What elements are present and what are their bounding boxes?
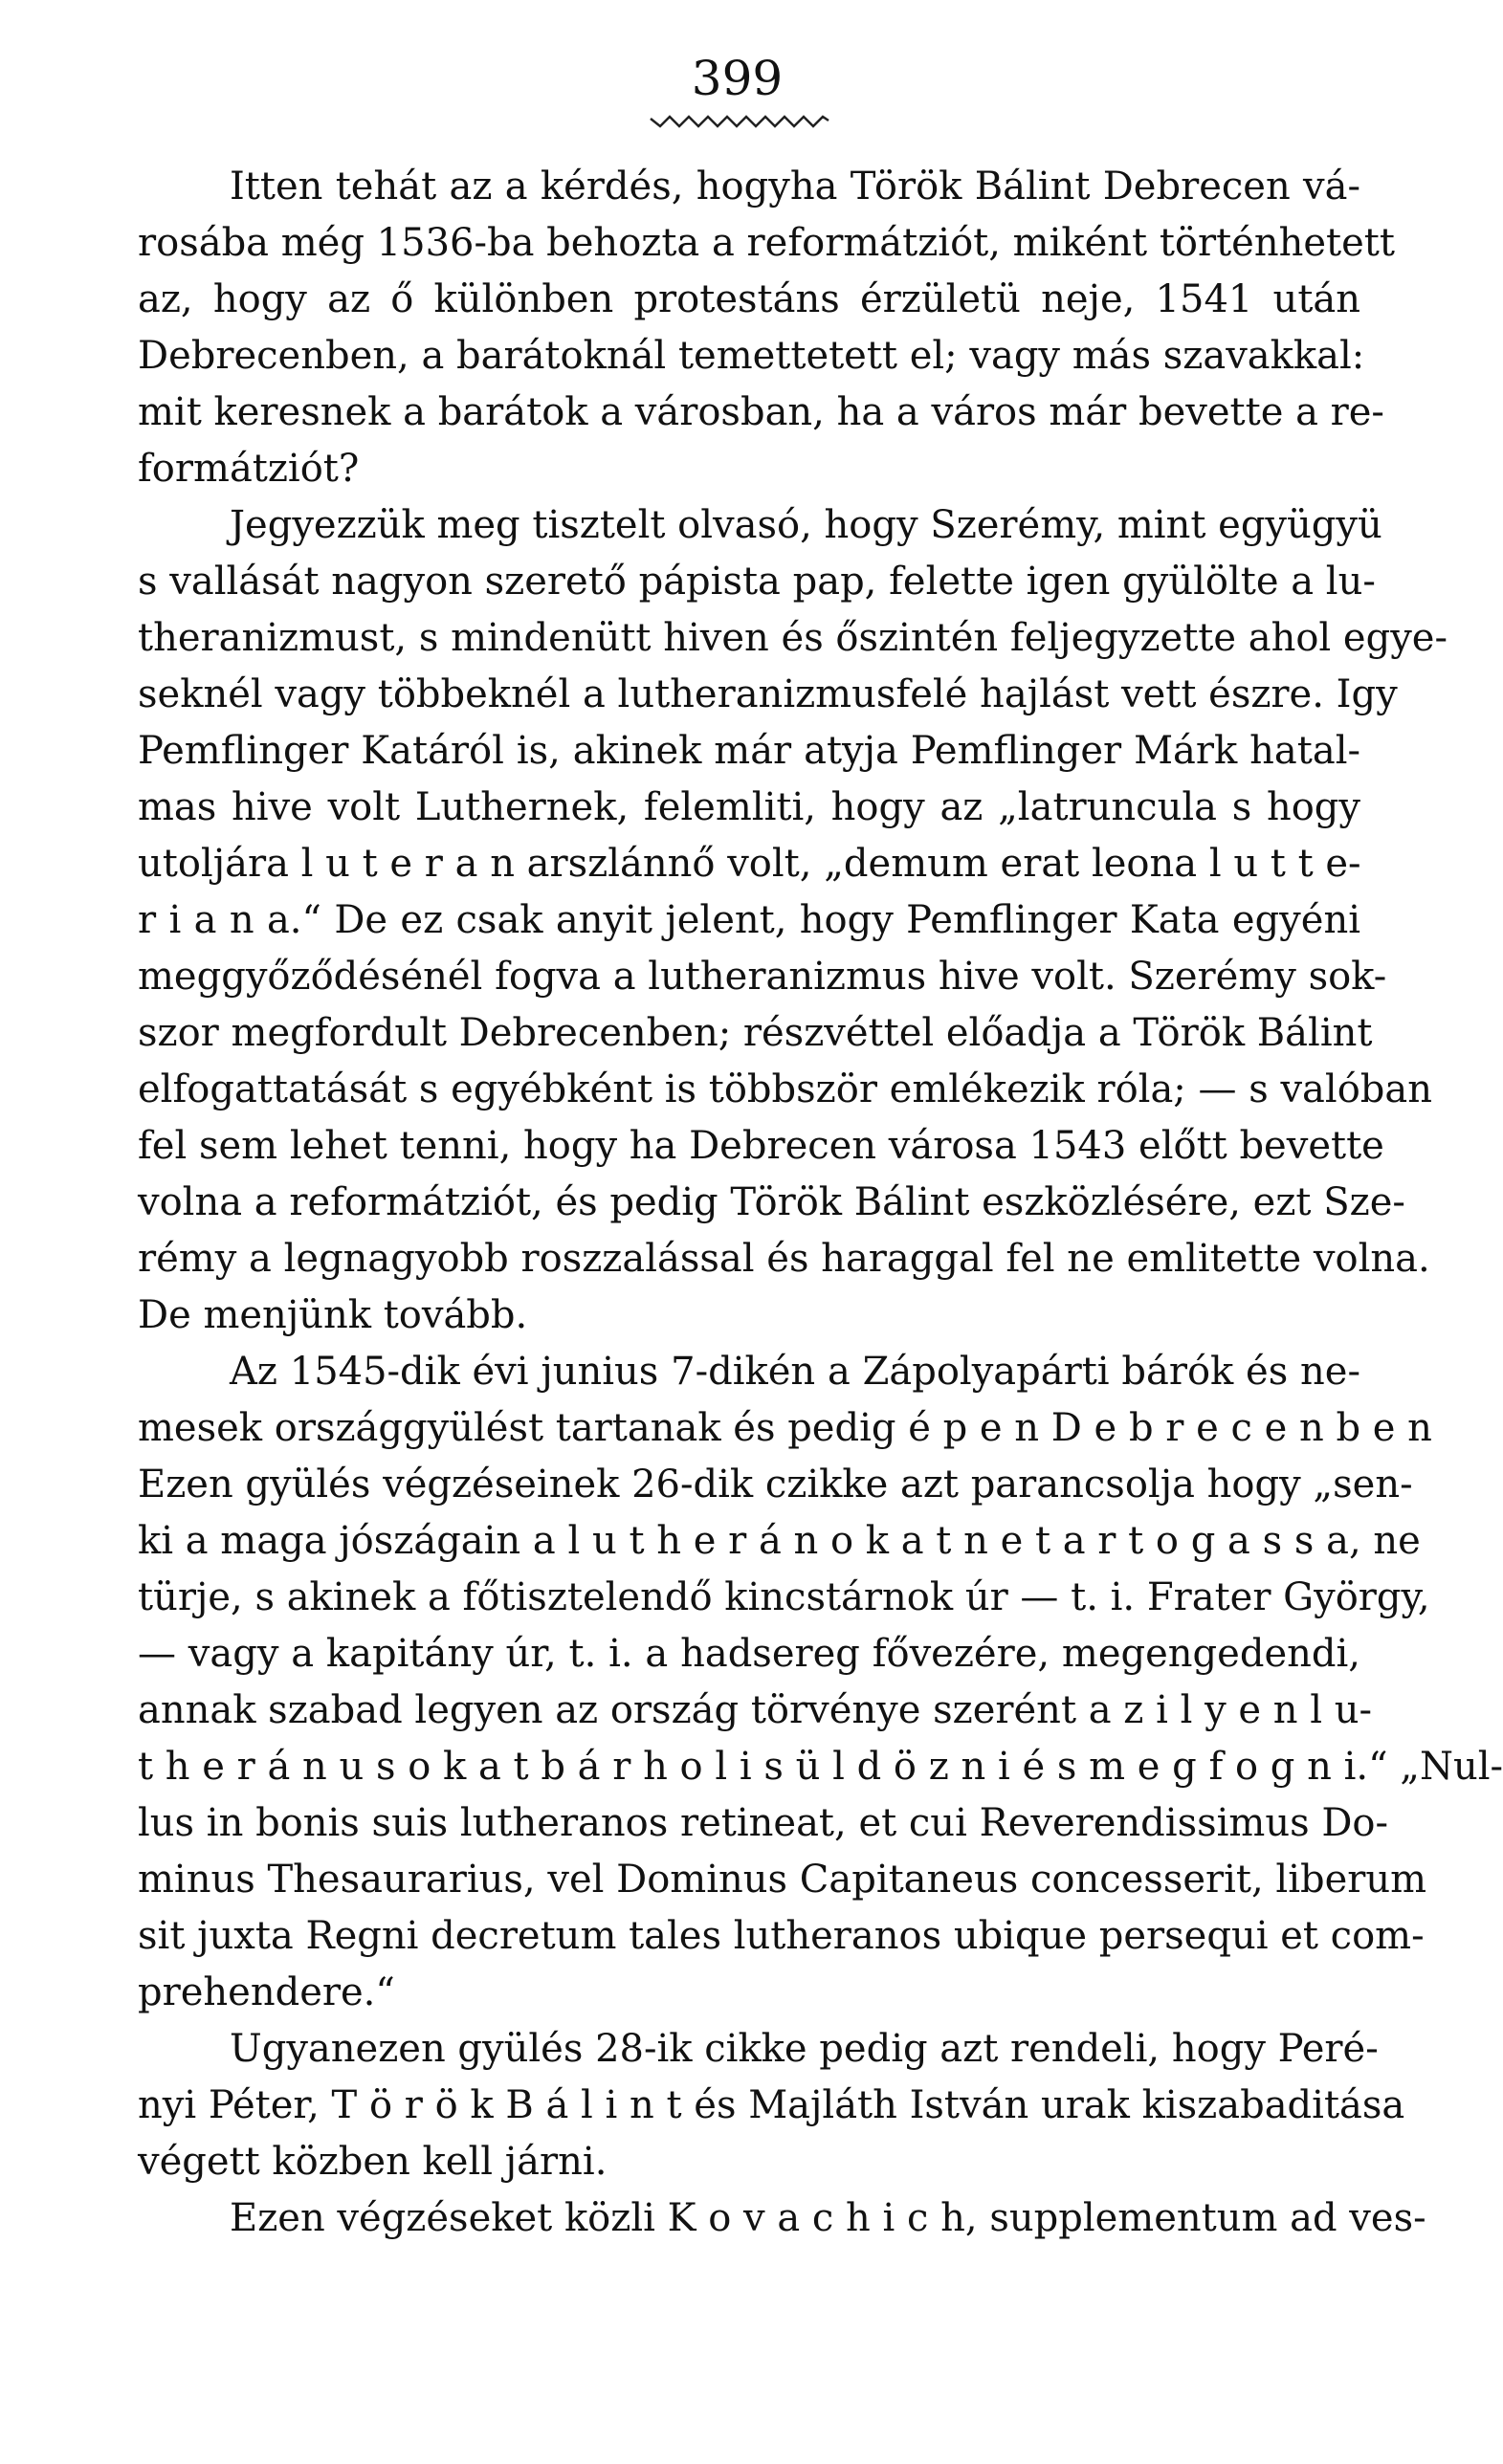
text-line: — vagy a kapitány úr, t. i. a hadsereg fővezére, megengedendi, xyxy=(138,1632,1360,1676)
text-line: Jegyezzük meg tisztelt olvasó, hogy Szerémy, mint együgyü xyxy=(230,503,1382,547)
text-line: végett közben kell járni. xyxy=(138,2140,608,2184)
text-line: Az 1545-dik évi junius 7-dikén a Zápolyapárti bárók és ne- xyxy=(230,1350,1360,1394)
body-text xyxy=(138,159,1503,2247)
text-line: mesek országgyülést tartanak és pedig é p e n D e b r e c e n b e n xyxy=(138,1406,1432,1450)
text-line: volna a reformátziót, és pedig Török Bálint eszközlésére, ezt Sze- xyxy=(138,1180,1405,1224)
text-line: sit juxta Regni decretum tales lutheranos ubique persequi et com- xyxy=(138,1914,1425,1958)
text-line: Ugyanezen gyülés 28-ik cikke pedig azt rendeli, hogy Peré- xyxy=(230,2027,1379,2071)
text-line: lus in bonis suis lutheranos retineat, et cui Reverendissimus Do- xyxy=(138,1801,1389,1845)
text-line: Pemflinger Katáról is, akinek már atyja Pemflinger Márk hatal- xyxy=(138,729,1360,773)
text-line: mit keresnek a barátok a városban, ha a város már bevette a re- xyxy=(138,390,1384,434)
text-line: formátziót? xyxy=(138,447,360,491)
text-line: utoljára l u t e r a n arszlánnő volt, „demum erat leona l u t t e- xyxy=(138,842,1361,886)
text-line: seknél vagy többeknél a lutheranizmusfelé hajlást vett észre. Igy xyxy=(138,672,1398,716)
text-line: s vallását nagyon szerető pápista pap, felette igen gyülölte a lu- xyxy=(138,560,1376,604)
text-line: Itten tehát az a kérdés, hogyha Török Bálint Debrecen vá- xyxy=(230,165,1360,209)
text-line: minus Thesaurarius, vel Dominus Capitaneus concesserit, liberum xyxy=(138,1858,1427,1902)
text-line: Ezen gyülés végzéseinek 26-dik czikke azt parancsolja hogy „sen- xyxy=(138,1463,1413,1507)
text-line: annak szabad legyen az ország törvénye szerént a z i l y e n l u- xyxy=(138,1688,1373,1732)
text-line: Ezen végzéseket közli K o v a c h i c h, supplementum ad ves- xyxy=(230,2196,1426,2240)
text-line: türje, s akinek a főtisztelendő kincstárnok úr — t. i. Frater György, xyxy=(138,1575,1430,1619)
text-line: fel sem lehet tenni, hogy ha Debrecen városa 1543 előtt bevette xyxy=(138,1124,1384,1168)
page-number: 399 xyxy=(691,51,784,106)
text-line: rémy a legnagyobb roszzalással és haraggal fel ne emlitette volna. xyxy=(138,1237,1430,1281)
text-line: meggyőződésénél fogva a lutheranizmus hive volt. Szerémy sok- xyxy=(138,955,1387,999)
text-line: theranizmust, s mindenütt hiven és őszintén feljegyzette ahol egye- xyxy=(138,616,1448,660)
text-line: ki a maga jószágain a l u t h e r á n o k a t n e t a r t o g a s s a, ne xyxy=(138,1519,1421,1563)
text-line: De menjünk tovább. xyxy=(138,1293,528,1337)
wavy-ornament xyxy=(651,113,829,130)
text-line: elfogattatását s egyébként is többször emlékezik róla; — s valóban xyxy=(138,1067,1432,1111)
text-line: az, hogy az ő különben protestáns érzületü neje, 1541 után xyxy=(138,277,1360,321)
text-line: Debrecenben, a barátoknál temettetett el; vagy más szavakkal: xyxy=(138,334,1365,378)
text-line: nyi Péter, T ö r ö k B á l i n t és Majláth István urak kiszabaditása xyxy=(138,2083,1405,2127)
text-line: mas hive volt Luthernek, felemliti, hogy az „latruncula s hogy xyxy=(138,785,1360,829)
text-line: szor megfordult Debrecenben; részvéttel előadja a Török Bálint xyxy=(138,1011,1373,1055)
text-line: r i a n a.“ De ez csak anyit jelent, hogy Pemflinger Kata egyéni xyxy=(138,898,1360,942)
text-line: rosába még 1536-ba behozta a reformátziót, miként történhetett xyxy=(138,221,1395,265)
text-line: prehendere.“ xyxy=(138,1970,395,2014)
text-line: t h e r á n u s o k a t b á r h o l i s ü l d ö z n i é s m e g f o g n i.“ „Nul- xyxy=(138,1745,1503,1789)
